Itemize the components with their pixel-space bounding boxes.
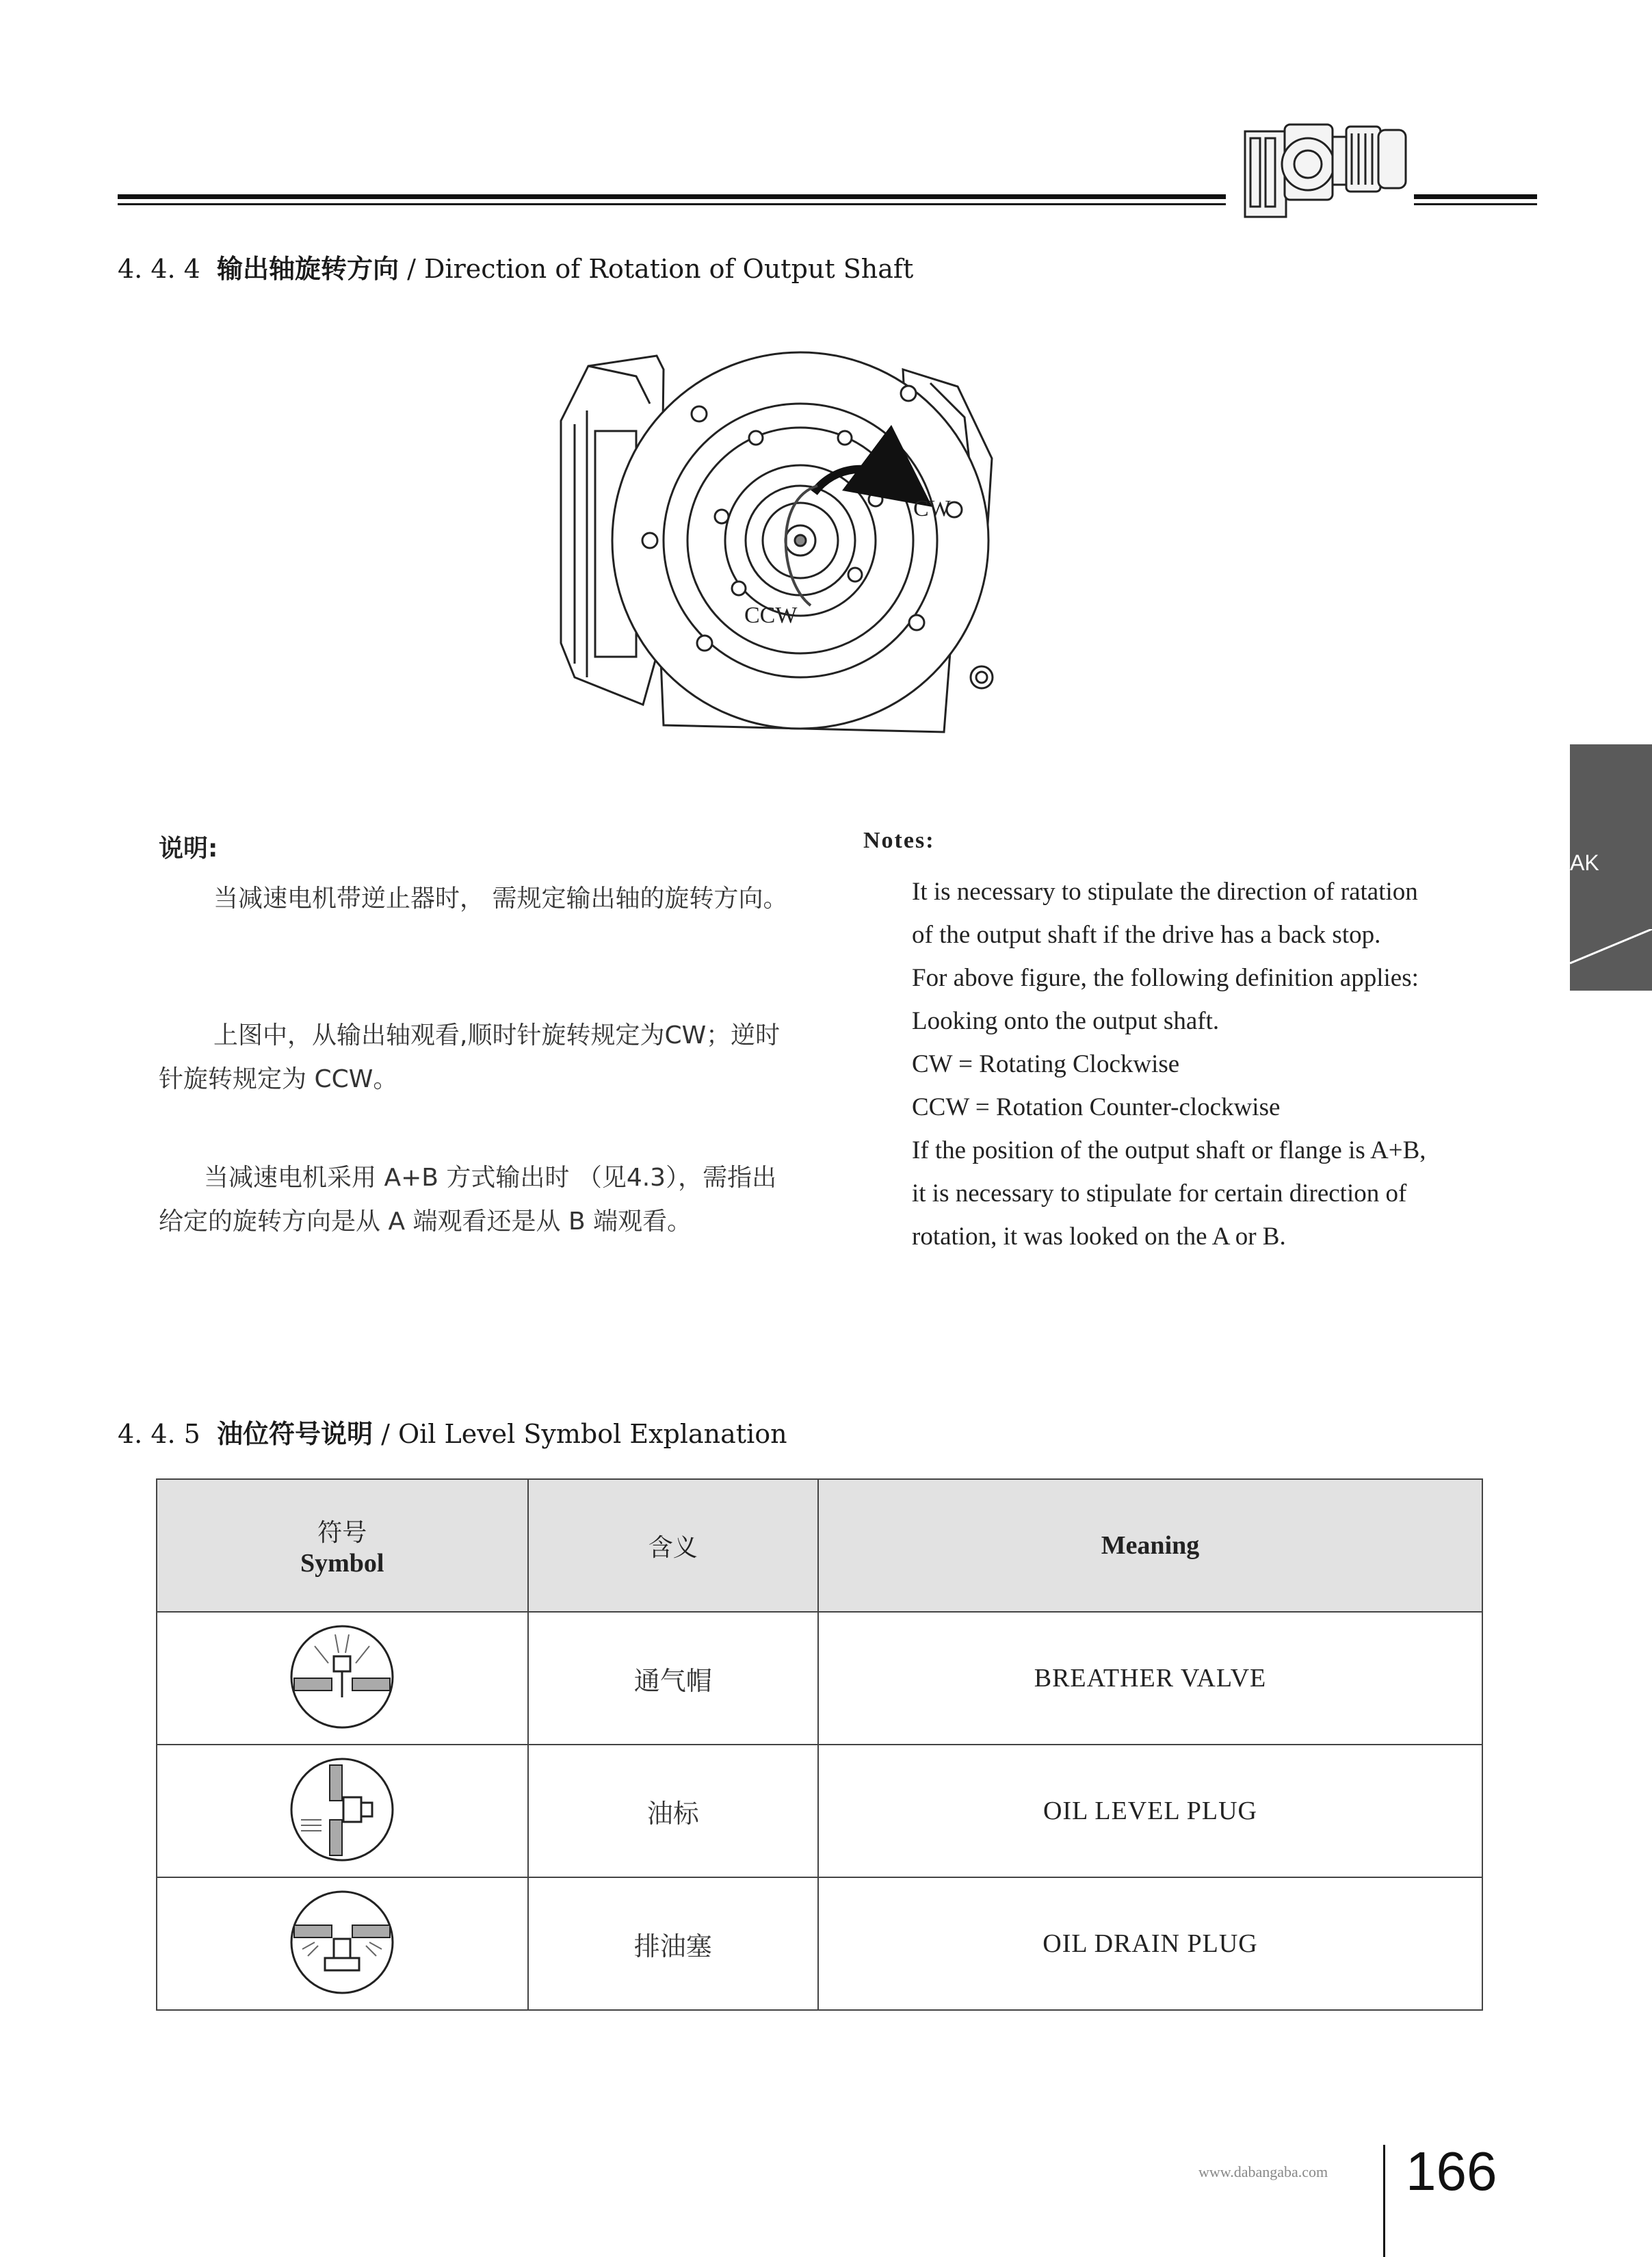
notes-zh-heading: 说明:	[159, 835, 218, 863]
header-meaning-zh-cell	[528, 1479, 818, 1612]
header-rule-left-bottom	[118, 203, 1226, 205]
side-tab	[1570, 744, 1652, 991]
section-444-title-en: / Direction of Rotation of Output Shaft	[407, 254, 914, 284]
meaning-zh: 排油塞	[633, 1931, 712, 1961]
section-445-title-zh: 油位符号说明	[216, 1419, 373, 1449]
meaning-en-cell	[818, 1877, 1482, 2010]
notes-en-line: CW = Rotating Clockwise	[912, 1050, 1180, 1078]
oil-level-plug-icon	[287, 1755, 397, 1864]
meaning-zh: 油标	[646, 1798, 699, 1829]
symbol-cell	[157, 1877, 528, 2010]
page-number: 166	[1406, 2141, 1497, 2202]
header-meaning-zh: 含义	[648, 1533, 698, 1562]
notes-en-line: For above figure, the following definition applies:	[912, 964, 1419, 992]
header-rule-right-top	[1414, 194, 1537, 199]
section-444-number: 4. 4. 4	[118, 254, 200, 284]
meaning-en: OIL DRAIN PLUG	[1043, 1929, 1258, 1958]
footer-divider	[1383, 2145, 1385, 2257]
notes-en-heading: Notes:	[863, 828, 935, 853]
meaning-zh-cell	[528, 1745, 818, 1877]
table-header-row	[157, 1479, 1482, 1612]
meaning-zh-cell	[528, 1877, 818, 2010]
meaning-zh: 通气帽	[633, 1665, 712, 1696]
meaning-en-cell	[818, 1745, 1482, 1877]
meaning-en-cell	[818, 1612, 1482, 1745]
footer-url: www.dabangaba.com	[1198, 2163, 1328, 2180]
section-444-title	[118, 248, 913, 285]
notes-en-line: it is necessary to stipulate for certain direction of	[912, 1179, 1407, 1208]
notes-en-line: rotation, it was looked on the A or B.	[912, 1223, 1286, 1251]
notes-zh-p1: 当减速电机带逆止器时， 需规定输出轴的旋转方向。	[213, 885, 788, 913]
section-445-title	[118, 1413, 787, 1450]
oil-drain-plug-icon	[287, 1888, 397, 1997]
symbol-cell	[157, 1612, 528, 1745]
header-symbol-en: Symbol	[300, 1548, 384, 1578]
header-symbol-zh: 符号	[317, 1518, 367, 1547]
gearmotor-logo-icon	[1231, 116, 1416, 226]
notes-en-line: of the output shaft if the drive has a back stop.	[912, 921, 1381, 949]
notes-en-line: If the position of the output shaft or flange is A+B,	[912, 1136, 1426, 1164]
header-rule-right-bottom	[1414, 203, 1537, 205]
notes-zh-p3: 当减速电机采用 A+B 方式输出时 （见4.3），需指出给定的旋转方向是从 A 端观看还是从 B 端观看。	[159, 1164, 777, 1236]
header-meaning-en: Meaning	[1101, 1531, 1200, 1560]
header-symbol-cell	[157, 1479, 528, 1612]
meaning-zh-cell	[528, 1612, 818, 1745]
table-row	[157, 1877, 1482, 2010]
notes-en-body	[912, 870, 1500, 1258]
table-row	[157, 1745, 1482, 1877]
ccw-label: CCW	[744, 603, 798, 628]
oil-level-symbol-table	[156, 1478, 1483, 2011]
side-tab-diagonal-line	[1570, 929, 1652, 991]
section-445-number: 4. 4. 5	[118, 1419, 200, 1449]
section-444-title-zh: 输出轴旋转方向	[216, 254, 399, 284]
side-tab-label: AK	[1570, 850, 1599, 875]
output-shaft-rotation-figure	[547, 322, 1053, 746]
header-rule-left-top	[118, 194, 1226, 199]
symbol-cell	[157, 1745, 528, 1877]
table-row	[157, 1612, 1482, 1745]
notes-en-line: CCW = Rotation Counter-clockwise	[912, 1093, 1281, 1121]
section-445-title-en: / Oil Level Symbol Explanation	[381, 1419, 787, 1449]
breather-valve-icon	[287, 1622, 397, 1732]
notes-zh-p2: 上图中，从输出轴观看,顺时针旋转规定为CW；逆时针旋转规定为 CCW。	[159, 1021, 781, 1093]
notes-en-line: Looking onto the output shaft.	[912, 1007, 1220, 1035]
meaning-en: BREATHER VALVE	[1034, 1664, 1267, 1693]
cw-label: CW	[913, 496, 951, 521]
notes-en-line: It is necessary to stipulate the direction of ratation	[912, 878, 1418, 906]
header-meaning-en-cell	[818, 1479, 1482, 1612]
meaning-en: OIL LEVEL PLUG	[1043, 1797, 1257, 1825]
